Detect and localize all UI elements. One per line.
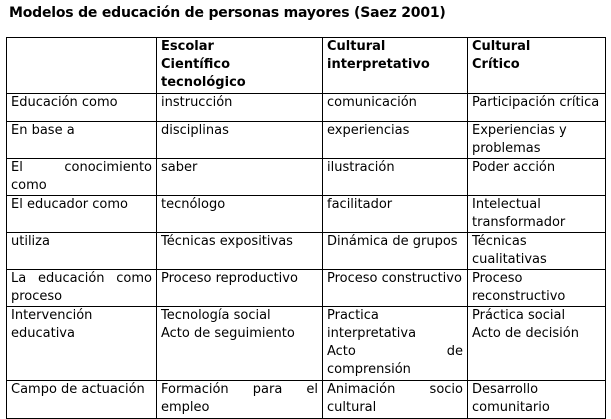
table-row (7, 94, 606, 122)
table-cell: Técnicas expositivas (157, 233, 323, 270)
table-cell: disciplinas (157, 122, 323, 159)
cell-line: Acto de (327, 344, 463, 359)
cell-line: Acto de decisión (472, 326, 579, 341)
table-cell: Participación crítica (468, 94, 606, 122)
header-cell-cultural-critico: Cultural Crítico (468, 38, 606, 94)
table-row (7, 233, 606, 270)
table-cell: Técnicas cualitativas (468, 233, 606, 270)
table-cell: facilitador (323, 196, 468, 233)
cell-line: comprensión (327, 362, 411, 377)
row-label-part: como (11, 178, 47, 193)
row-label (7, 159, 157, 196)
document-title: Modelos de educación de personas mayores (Saez 2001) (9, 5, 446, 21)
table-cell (157, 307, 323, 381)
row-label: utiliza (7, 233, 157, 270)
row-label-part: proceso (11, 289, 63, 304)
table-row (7, 159, 606, 196)
table-cell: Poder acción (468, 159, 606, 196)
table-cell: saber (157, 159, 323, 196)
row-label: El educador como (7, 196, 157, 233)
table-cell (468, 307, 606, 381)
row-label-part: conocimiento (64, 160, 152, 175)
table-row (7, 381, 606, 419)
table-cell (323, 381, 468, 419)
header-cell-escolar: Escolar Científico tecnológico (157, 38, 323, 94)
table-cell: Experiencias y problemas (468, 122, 606, 159)
cell-line: Formación para el (161, 382, 318, 397)
table-row (7, 307, 606, 381)
table-cell: Dinámica de grupos (323, 233, 468, 270)
table-cell: instrucción (157, 94, 323, 122)
cell-line: cultural (327, 400, 377, 415)
table-cell: experiencias (323, 122, 468, 159)
header-cell-empty (7, 38, 157, 94)
table-row (7, 196, 606, 233)
table-cell: comunicación (323, 94, 468, 122)
cell-line: Animación socio (327, 382, 463, 397)
cell-line: interpretativa (327, 326, 417, 341)
cell-line: Desarrollo (472, 382, 539, 397)
cell-line: Práctica social (472, 308, 566, 323)
cell-line: empleo (161, 400, 210, 415)
table-cell: tecnólogo (157, 196, 323, 233)
row-label (7, 307, 157, 381)
cell-line: Tecnología social (161, 308, 271, 323)
table-header-row (7, 38, 606, 94)
header-cell-cultural-interpretativo: Cultural interpretativo (323, 38, 468, 94)
table-cell (157, 381, 323, 419)
table-cell: Proceso reconstructivo (468, 270, 606, 307)
cell-line: comunitario (472, 400, 550, 415)
row-label: Campo de actuación (7, 381, 157, 419)
table-cell: Proceso constructivo (323, 270, 468, 307)
table-cell: Intelectual transformador (468, 196, 606, 233)
row-label (7, 270, 157, 307)
row-label: En base a (7, 122, 157, 159)
table-cell: Proceso reproductivo (157, 270, 323, 307)
table-row (7, 270, 606, 307)
row-label-part: El (11, 160, 23, 175)
row-label-part: educativa (11, 326, 75, 341)
row-label-part: La educación como (11, 271, 152, 286)
cell-line: Practica (327, 308, 379, 323)
table-cell (468, 381, 606, 419)
cell-line: Acto de seguimiento (161, 326, 295, 341)
table-cell: ilustración (323, 159, 468, 196)
education-models-table (6, 37, 606, 419)
row-label-part: Intervención (11, 308, 93, 323)
table-cell (323, 307, 468, 381)
row-label: Educación como (7, 94, 157, 122)
table-row (7, 122, 606, 159)
